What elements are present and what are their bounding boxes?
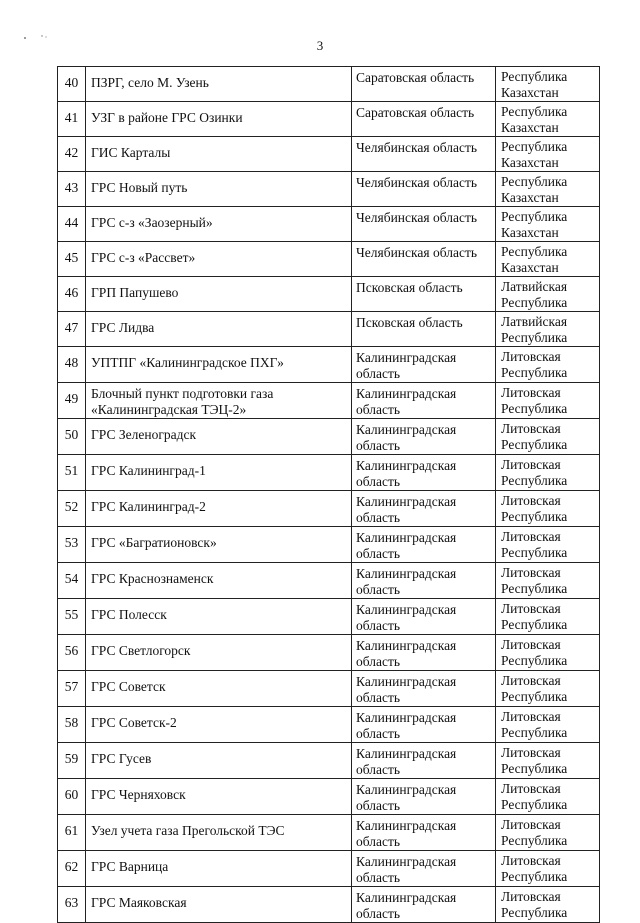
country-cell-line: Литовская <box>501 853 561 868</box>
country-cell <box>496 491 600 527</box>
region-cell-line: Саратовская область <box>356 70 475 85</box>
table-row <box>58 383 600 419</box>
country-cell <box>496 527 600 563</box>
region-cell <box>352 455 496 491</box>
region-cell-line: Калининградская <box>356 494 457 509</box>
row-number-cell: 47 <box>58 312 86 347</box>
region-cell <box>352 671 496 707</box>
region-cell-line: область <box>356 762 401 777</box>
facilities-table <box>57 66 600 923</box>
region-cell <box>352 851 496 887</box>
facility-name-cell <box>86 67 352 102</box>
region-cell-line: Калининградская <box>356 530 457 545</box>
country-cell <box>496 563 600 599</box>
country-cell-line: Литовская <box>501 709 561 724</box>
region-cell-line: Калининградская <box>356 566 457 581</box>
facility-name-cell-line: ГРП Папушево <box>91 285 179 300</box>
facility-name-cell <box>86 635 352 671</box>
facility-name-cell-line: ГРС Новый путь <box>91 180 188 195</box>
country-cell <box>496 851 600 887</box>
region-cell <box>352 563 496 599</box>
region-cell <box>352 635 496 671</box>
facility-name-cell-line: ГРС Маяковская <box>91 895 187 910</box>
region-cell-line: Калининградская <box>356 818 457 833</box>
table-row <box>58 527 600 563</box>
country-cell-line: Литовская <box>501 817 561 832</box>
row-number-cell: 62 <box>58 851 86 887</box>
row-number-cell: 52 <box>58 491 86 527</box>
row-number-cell: 63 <box>58 887 86 923</box>
facility-name-cell <box>86 207 352 242</box>
region-cell-line: область <box>356 798 401 813</box>
row-number-cell: 42 <box>58 137 86 172</box>
country-cell <box>496 207 600 242</box>
row-number-cell: 61 <box>58 815 86 851</box>
row-number-cell: 44 <box>58 207 86 242</box>
country-cell-line: Республика <box>501 617 568 632</box>
facility-name-cell-line: ГРС Советск <box>91 679 166 694</box>
table-row <box>58 707 600 743</box>
country-cell <box>496 242 600 277</box>
facility-name-cell <box>86 671 352 707</box>
facility-name-cell <box>86 383 352 419</box>
country-cell-line: Республика <box>501 437 568 452</box>
country-cell <box>496 455 600 491</box>
facility-name-cell <box>86 491 352 527</box>
table-row <box>58 887 600 923</box>
country-cell-line: Литовская <box>501 745 561 760</box>
region-cell-line: Калининградская <box>356 854 457 869</box>
region-cell <box>352 347 496 383</box>
row-number-cell: 55 <box>58 599 86 635</box>
table-row <box>58 851 600 887</box>
region-cell <box>352 137 496 172</box>
facility-name-cell-line: ГРС Калининград-1 <box>91 463 206 478</box>
country-cell <box>496 635 600 671</box>
region-cell <box>352 207 496 242</box>
region-cell-line: Калининградская <box>356 422 457 437</box>
facility-name-cell <box>86 172 352 207</box>
facility-name-cell <box>86 779 352 815</box>
facility-name-cell <box>86 815 352 851</box>
region-cell <box>352 527 496 563</box>
facility-name-cell <box>86 312 352 347</box>
row-number-cell: 50 <box>58 419 86 455</box>
country-cell-line: Республика <box>501 761 568 776</box>
facility-name-cell <box>86 419 352 455</box>
table-row <box>58 635 600 671</box>
region-cell-line: Челябинская область <box>356 140 478 155</box>
table-row <box>58 743 600 779</box>
facility-name-cell-line: ГРС Светлогорск <box>91 643 191 658</box>
country-cell-line: Республика <box>501 244 568 259</box>
region-cell-line: Саратовская область <box>356 105 475 120</box>
table-row <box>58 599 600 635</box>
country-cell-line: Литовская <box>501 889 561 904</box>
row-number-cell: 53 <box>58 527 86 563</box>
table-row <box>58 67 600 102</box>
country-cell <box>496 671 600 707</box>
country-cell-line: Республика <box>501 365 568 380</box>
country-cell <box>496 707 600 743</box>
table-body <box>58 67 600 923</box>
facility-name-cell-line: ГРС Советск-2 <box>91 715 177 730</box>
table-row <box>58 815 600 851</box>
country-cell-line: Литовская <box>501 385 561 400</box>
region-cell-line: область <box>356 618 401 633</box>
facility-name-cell-line: Блочный пункт подготовки газа <box>91 386 274 401</box>
facility-name-cell-line: ГРС Зеленоградск <box>91 427 197 442</box>
region-cell-line: Калининградская <box>356 386 457 401</box>
country-cell-line: Республика <box>501 725 568 740</box>
table-row <box>58 455 600 491</box>
country-cell-line: Республика <box>501 473 568 488</box>
country-cell-line: Литовская <box>501 349 561 364</box>
facility-name-cell <box>86 277 352 312</box>
facility-name-cell <box>86 242 352 277</box>
facility-name-cell <box>86 137 352 172</box>
country-cell-line: Республика <box>501 797 568 812</box>
region-cell <box>352 707 496 743</box>
row-number-cell: 51 <box>58 455 86 491</box>
facility-name-cell <box>86 347 352 383</box>
region-cell-line: Челябинская область <box>356 175 478 190</box>
facility-name-cell-line: ГРС Калининград-2 <box>91 499 206 514</box>
region-cell-line: Калининградская <box>356 458 457 473</box>
region-cell <box>352 743 496 779</box>
region-cell-line: область <box>356 654 401 669</box>
facility-name-cell <box>86 455 352 491</box>
row-number-cell: 58 <box>58 707 86 743</box>
country-cell <box>496 419 600 455</box>
facility-name-cell-line: ГРС с-з «Рассвет» <box>91 250 196 265</box>
country-cell <box>496 383 600 419</box>
region-cell-line: область <box>356 906 401 921</box>
region-cell-line: Челябинская область <box>356 210 478 225</box>
table-row <box>58 172 600 207</box>
table-row <box>58 563 600 599</box>
facility-name-cell <box>86 563 352 599</box>
facility-name-cell-line: «Калининградская ТЭЦ-2» <box>91 402 247 417</box>
row-number-cell: 48 <box>58 347 86 383</box>
table-row <box>58 277 600 312</box>
region-cell-line: Челябинская область <box>356 245 478 260</box>
country-cell-line: Литовская <box>501 493 561 508</box>
row-number-cell: 56 <box>58 635 86 671</box>
region-cell-line: область <box>356 834 401 849</box>
country-cell-line: Республика <box>501 104 568 119</box>
country-cell-line: Латвийская <box>501 314 568 329</box>
region-cell <box>352 242 496 277</box>
country-cell-line: Литовская <box>501 673 561 688</box>
region-cell <box>352 599 496 635</box>
table-row <box>58 779 600 815</box>
country-cell-line: Литовская <box>501 601 561 616</box>
region-cell <box>352 815 496 851</box>
region-cell-line: область <box>356 690 401 705</box>
facility-name-cell-line: ГРС Варница <box>91 859 169 874</box>
country-cell-line: Республика <box>501 689 568 704</box>
facility-name-cell-line: ГРС Лидва <box>91 320 155 335</box>
region-cell-line: область <box>356 438 401 453</box>
facility-name-cell-line: ГРС с-з «Заозерный» <box>91 215 213 230</box>
country-cell-line: Литовская <box>501 529 561 544</box>
region-cell-line: область <box>356 726 401 741</box>
country-cell-line: Казахстан <box>501 155 559 170</box>
country-cell <box>496 779 600 815</box>
country-cell-line: Литовская <box>501 781 561 796</box>
facility-name-cell <box>86 743 352 779</box>
country-cell-line: Литовская <box>501 421 561 436</box>
region-cell-line: Калининградская <box>356 674 457 689</box>
page-number: 3 <box>316 38 324 53</box>
country-cell-line: Литовская <box>501 565 561 580</box>
region-cell-line: Калининградская <box>356 890 457 905</box>
country-cell-line: Казахстан <box>501 120 559 135</box>
facility-name-cell-line: УЗГ в районе ГРС Озинки <box>91 110 243 125</box>
table-row <box>58 491 600 527</box>
facility-name-cell <box>86 707 352 743</box>
region-cell <box>352 887 496 923</box>
table-row <box>58 419 600 455</box>
region-cell <box>352 779 496 815</box>
country-cell <box>496 172 600 207</box>
country-cell <box>496 102 600 137</box>
facility-name-cell <box>86 102 352 137</box>
country-cell-line: Республика <box>501 833 568 848</box>
country-cell-line: Латвийская <box>501 279 568 294</box>
country-cell <box>496 312 600 347</box>
table-row <box>58 137 600 172</box>
country-cell <box>496 887 600 923</box>
facility-name-cell-line: ГРС Гусев <box>91 751 152 766</box>
table-row <box>58 207 600 242</box>
facility-name-cell-line: ГРС «Багратионовск» <box>91 535 217 550</box>
table-row <box>58 312 600 347</box>
region-cell-line: Псковская область <box>356 280 463 295</box>
table-row <box>58 102 600 137</box>
country-cell-line: Литовская <box>501 637 561 652</box>
region-cell-line: Псковская область <box>356 315 463 330</box>
facility-name-cell-line: ПЗРГ, село М. Узень <box>91 75 209 90</box>
region-cell <box>352 491 496 527</box>
facility-name-cell-line: ГИС Карталы <box>91 145 171 160</box>
row-number-cell: 49 <box>58 383 86 419</box>
facility-name-cell <box>86 851 352 887</box>
country-cell <box>496 137 600 172</box>
region-cell <box>352 312 496 347</box>
row-number-cell: 54 <box>58 563 86 599</box>
country-cell <box>496 347 600 383</box>
country-cell <box>496 743 600 779</box>
country-cell <box>496 815 600 851</box>
country-cell-line: Республика <box>501 545 568 560</box>
region-cell-line: область <box>356 474 401 489</box>
region-cell-line: область <box>356 510 401 525</box>
country-cell-line: Республика <box>501 295 568 310</box>
region-cell <box>352 67 496 102</box>
region-cell-line: область <box>356 870 401 885</box>
country-cell <box>496 277 600 312</box>
region-cell <box>352 102 496 137</box>
facility-name-cell <box>86 527 352 563</box>
country-cell-line: Республика <box>501 330 568 345</box>
region-cell-line: область <box>356 546 401 561</box>
region-cell-line: область <box>356 402 401 417</box>
row-number-cell: 57 <box>58 671 86 707</box>
country-cell-line: Республика <box>501 869 568 884</box>
facility-name-cell-line: ГРС Краснознаменск <box>91 571 214 586</box>
row-number-cell: 41 <box>58 102 86 137</box>
row-number-cell: 60 <box>58 779 86 815</box>
country-cell-line: Республика <box>501 509 568 524</box>
country-cell-line: Республика <box>501 653 568 668</box>
row-number-cell: 43 <box>58 172 86 207</box>
table-row <box>58 242 600 277</box>
country-cell-line: Литовская <box>501 457 561 472</box>
facility-name-cell <box>86 887 352 923</box>
region-cell-line: Калининградская <box>356 746 457 761</box>
region-cell <box>352 419 496 455</box>
region-cell-line: область <box>356 366 401 381</box>
region-cell-line: Калининградская <box>356 350 457 365</box>
facility-name-cell <box>86 599 352 635</box>
row-number-cell: 40 <box>58 67 86 102</box>
country-cell-line: Республика <box>501 401 568 416</box>
country-cell-line: Казахстан <box>501 225 559 240</box>
country-cell-line: Республика <box>501 905 568 920</box>
country-cell-line: Казахстан <box>501 85 559 100</box>
region-cell <box>352 277 496 312</box>
country-cell-line: Казахстан <box>501 260 559 275</box>
region-cell-line: Калининградская <box>356 782 457 797</box>
row-number-cell: 45 <box>58 242 86 277</box>
country-cell-line: Республика <box>501 174 568 189</box>
country-cell-line: Республика <box>501 209 568 224</box>
row-number-cell: 59 <box>58 743 86 779</box>
facility-name-cell-line: УПТПГ «Калининградское ПХГ» <box>91 355 284 370</box>
country-cell <box>496 599 600 635</box>
table-row <box>58 347 600 383</box>
region-cell-line: Калининградская <box>356 602 457 617</box>
region-cell-line: область <box>356 582 401 597</box>
region-cell-line: Калининградская <box>356 638 457 653</box>
country-cell-line: Республика <box>501 139 568 154</box>
region-cell <box>352 383 496 419</box>
country-cell <box>496 67 600 102</box>
country-cell-line: Республика <box>501 581 568 596</box>
region-cell <box>352 172 496 207</box>
facility-name-cell-line: Узел учета газа Прегольской ТЭС <box>91 823 285 838</box>
region-cell-line: Калининградская <box>356 710 457 725</box>
table-row <box>58 671 600 707</box>
country-cell-line: Казахстан <box>501 190 559 205</box>
facility-name-cell-line: ГРС Черняховск <box>91 787 186 802</box>
country-cell-line: Республика <box>501 69 568 84</box>
row-number-cell: 46 <box>58 277 86 312</box>
facility-name-cell-line: ГРС Полесск <box>91 607 167 622</box>
